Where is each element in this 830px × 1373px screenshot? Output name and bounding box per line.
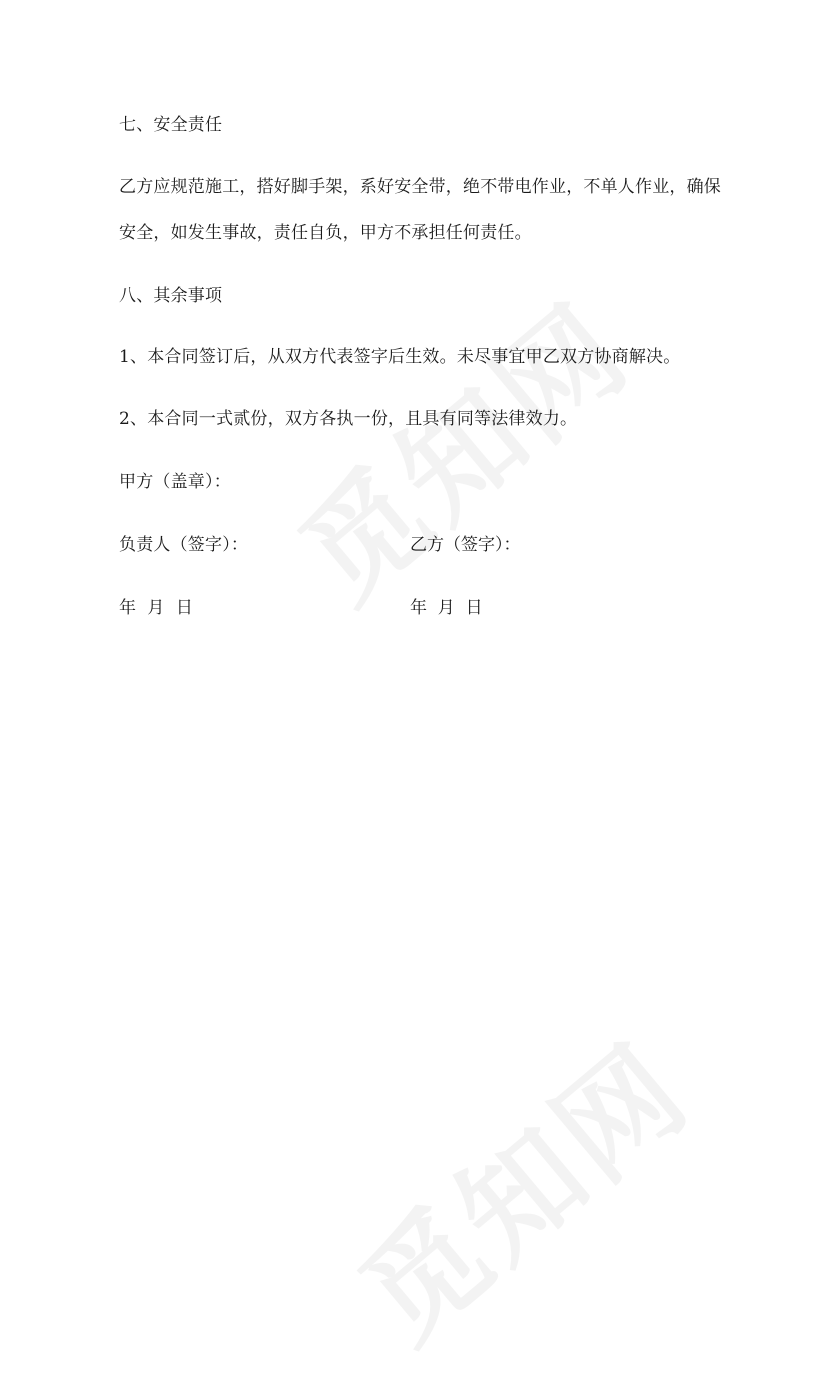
party-a-person-label: 负责人（签字）：	[119, 535, 249, 555]
watermark	[259, 259, 659, 634]
watermark-bottom	[319, 999, 719, 1373]
safety-paragraph-line-2: 安全，如发生事故，责任自负，甲方不承担任何责任。	[119, 223, 532, 243]
party-b-sign-label: 乙方（签字）：	[410, 535, 521, 555]
other-item-1: 1、本合同签订后，从双方代表签字后生效。未尽事宜甲乙双方协商解决。	[119, 347, 681, 367]
section-heading-other: 八、其余事项	[119, 286, 223, 306]
party-a-seal-label: 甲方（盖章）：	[119, 472, 231, 492]
party-a-date: 年 月 日	[119, 598, 194, 618]
other-item-2: 2、本合同一式贰份，双方各执一份，且具有同等法律效力。	[119, 409, 578, 429]
section-heading-safety: 七、安全责任	[119, 115, 223, 135]
party-b-date: 年 月 日	[410, 598, 483, 618]
safety-paragraph-line-1: 乙方应规范施工，搭好脚手架，系好安全带，绝不带电作业，不单人作业，确保	[119, 177, 721, 197]
